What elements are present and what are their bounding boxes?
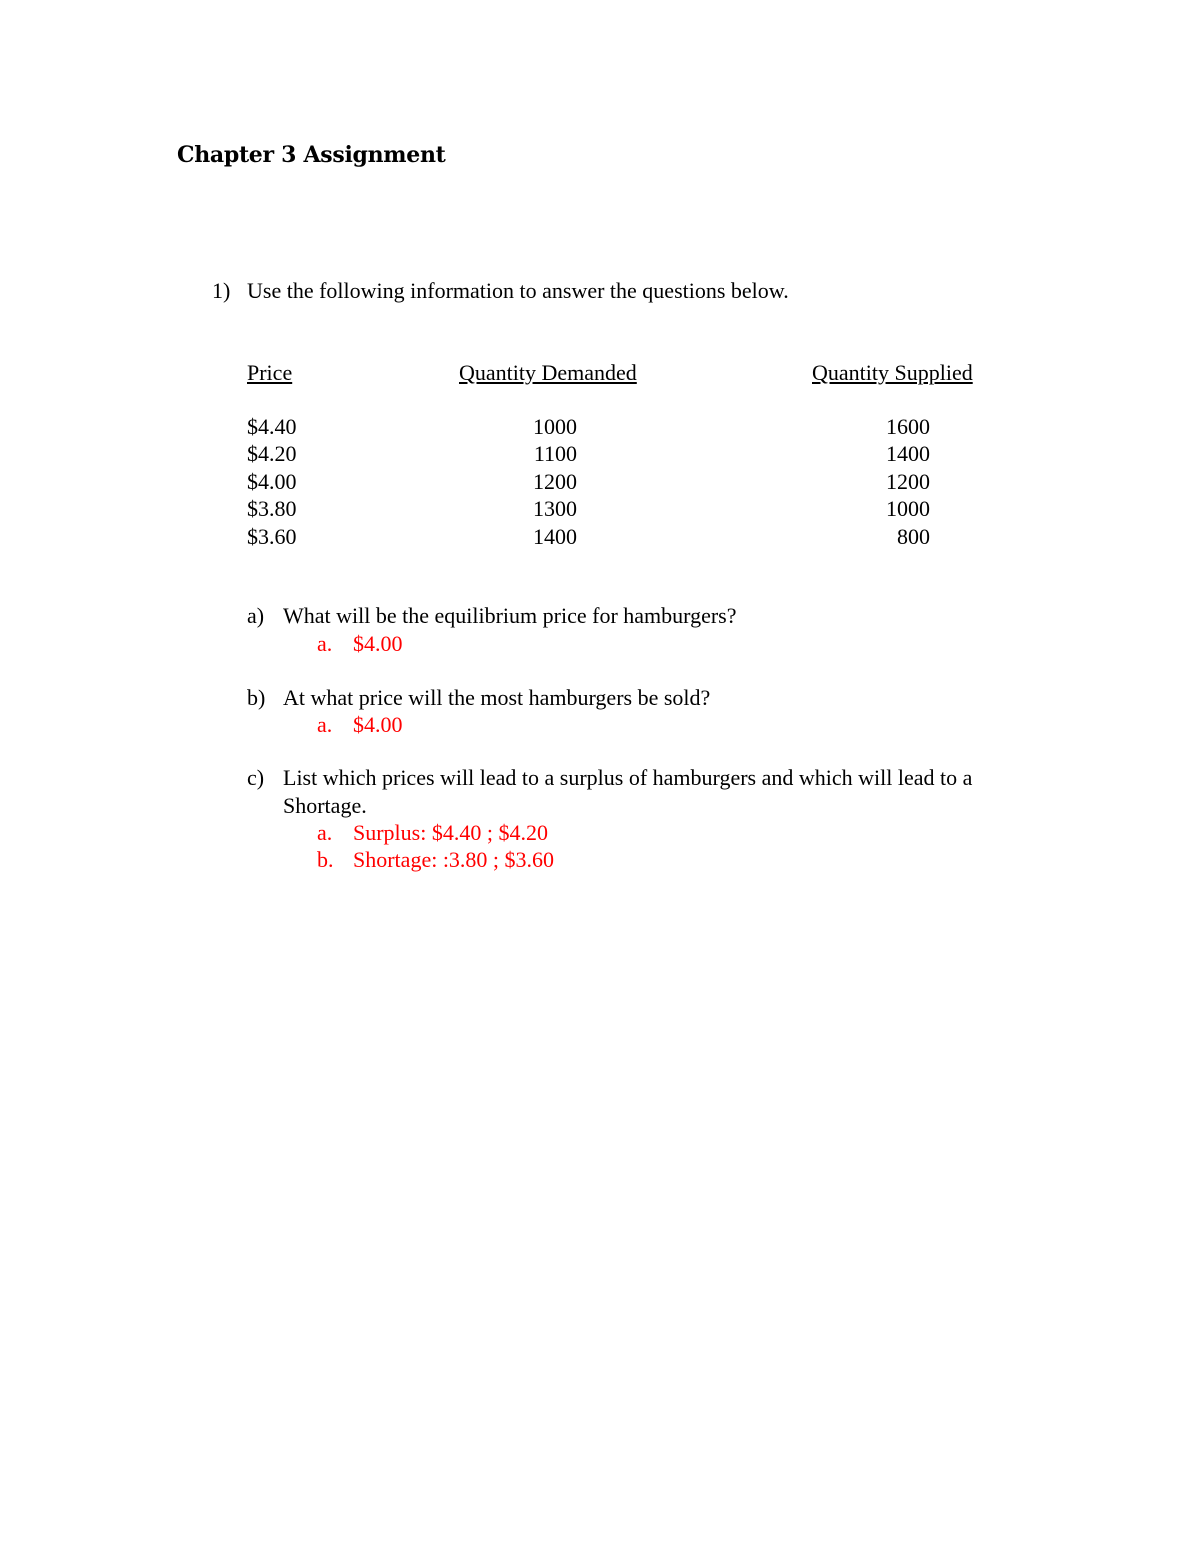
- subquestion-a-text: What will be the equilibrium price for hamburgers?: [283, 603, 737, 628]
- table-cell-price: $4.20: [247, 441, 297, 467]
- question-1-number: 1): [212, 278, 231, 303]
- subquestion-b-text: At what price will the most hamburgers be sold?: [283, 685, 711, 710]
- table-cell-quantity-supplied: 1600: [886, 414, 930, 439]
- table-cell-price: $3.80: [247, 496, 297, 522]
- answer-a-label: a.: [317, 631, 333, 656]
- subquestion-c-label: c): [247, 765, 265, 790]
- answer-c-surplus-text: Surplus: $4.40 ; $4.20: [353, 820, 548, 845]
- answer-b-label: a.: [317, 712, 333, 737]
- table-header-quantity-demanded: Quantity Demanded: [459, 360, 637, 385]
- answer-c-surplus-label: a.: [317, 820, 333, 845]
- subquestion-c-text: List which prices will lead to a surplus of hamburgers and which will lead to a Shortage.: [283, 765, 973, 818]
- table-cell-quantity-demanded: 1300: [533, 496, 577, 522]
- answer-a-text: $4.00: [353, 631, 403, 656]
- table-header-quantity-supplied: Quantity Supplied: [812, 360, 973, 385]
- table-cell-price: $3.60: [247, 523, 297, 549]
- subquestion-a-label: a): [247, 603, 265, 628]
- table-column-quantity-supplied: [870, 413, 930, 550]
- table-cell-quantity-supplied: 1400: [886, 441, 930, 467]
- table-cell-quantity-supplied: 1200: [886, 468, 930, 494]
- table-cell-quantity-demanded: 1400: [533, 523, 577, 549]
- table-cell-quantity-supplied: 1000: [886, 496, 930, 522]
- table-cell-quantity-supplied: 800: [897, 523, 930, 549]
- table-column-price: [247, 413, 297, 550]
- answer-c-shortage-label: b.: [317, 847, 334, 872]
- subquestion-b-label: b): [247, 685, 266, 710]
- answer-b-text: $4.00: [353, 712, 403, 737]
- document-title: Chapter 3 Assignment: [177, 142, 446, 168]
- table-cell-price: $4.40: [247, 414, 297, 439]
- question-1-text: Use the following information to answer the questions below.: [247, 278, 789, 303]
- table-cell-quantity-demanded: 1000: [533, 414, 577, 439]
- answer-c-shortage-text: Shortage: :3.80 ; $3.60: [353, 847, 555, 872]
- table-column-quantity-demanded: [520, 413, 577, 550]
- table-cell-quantity-demanded: 1100: [533, 441, 577, 467]
- table-cell-quantity-demanded: 1200: [533, 468, 577, 494]
- table-cell-price: $4.00: [247, 468, 297, 494]
- table-header-price: Price: [247, 360, 293, 385]
